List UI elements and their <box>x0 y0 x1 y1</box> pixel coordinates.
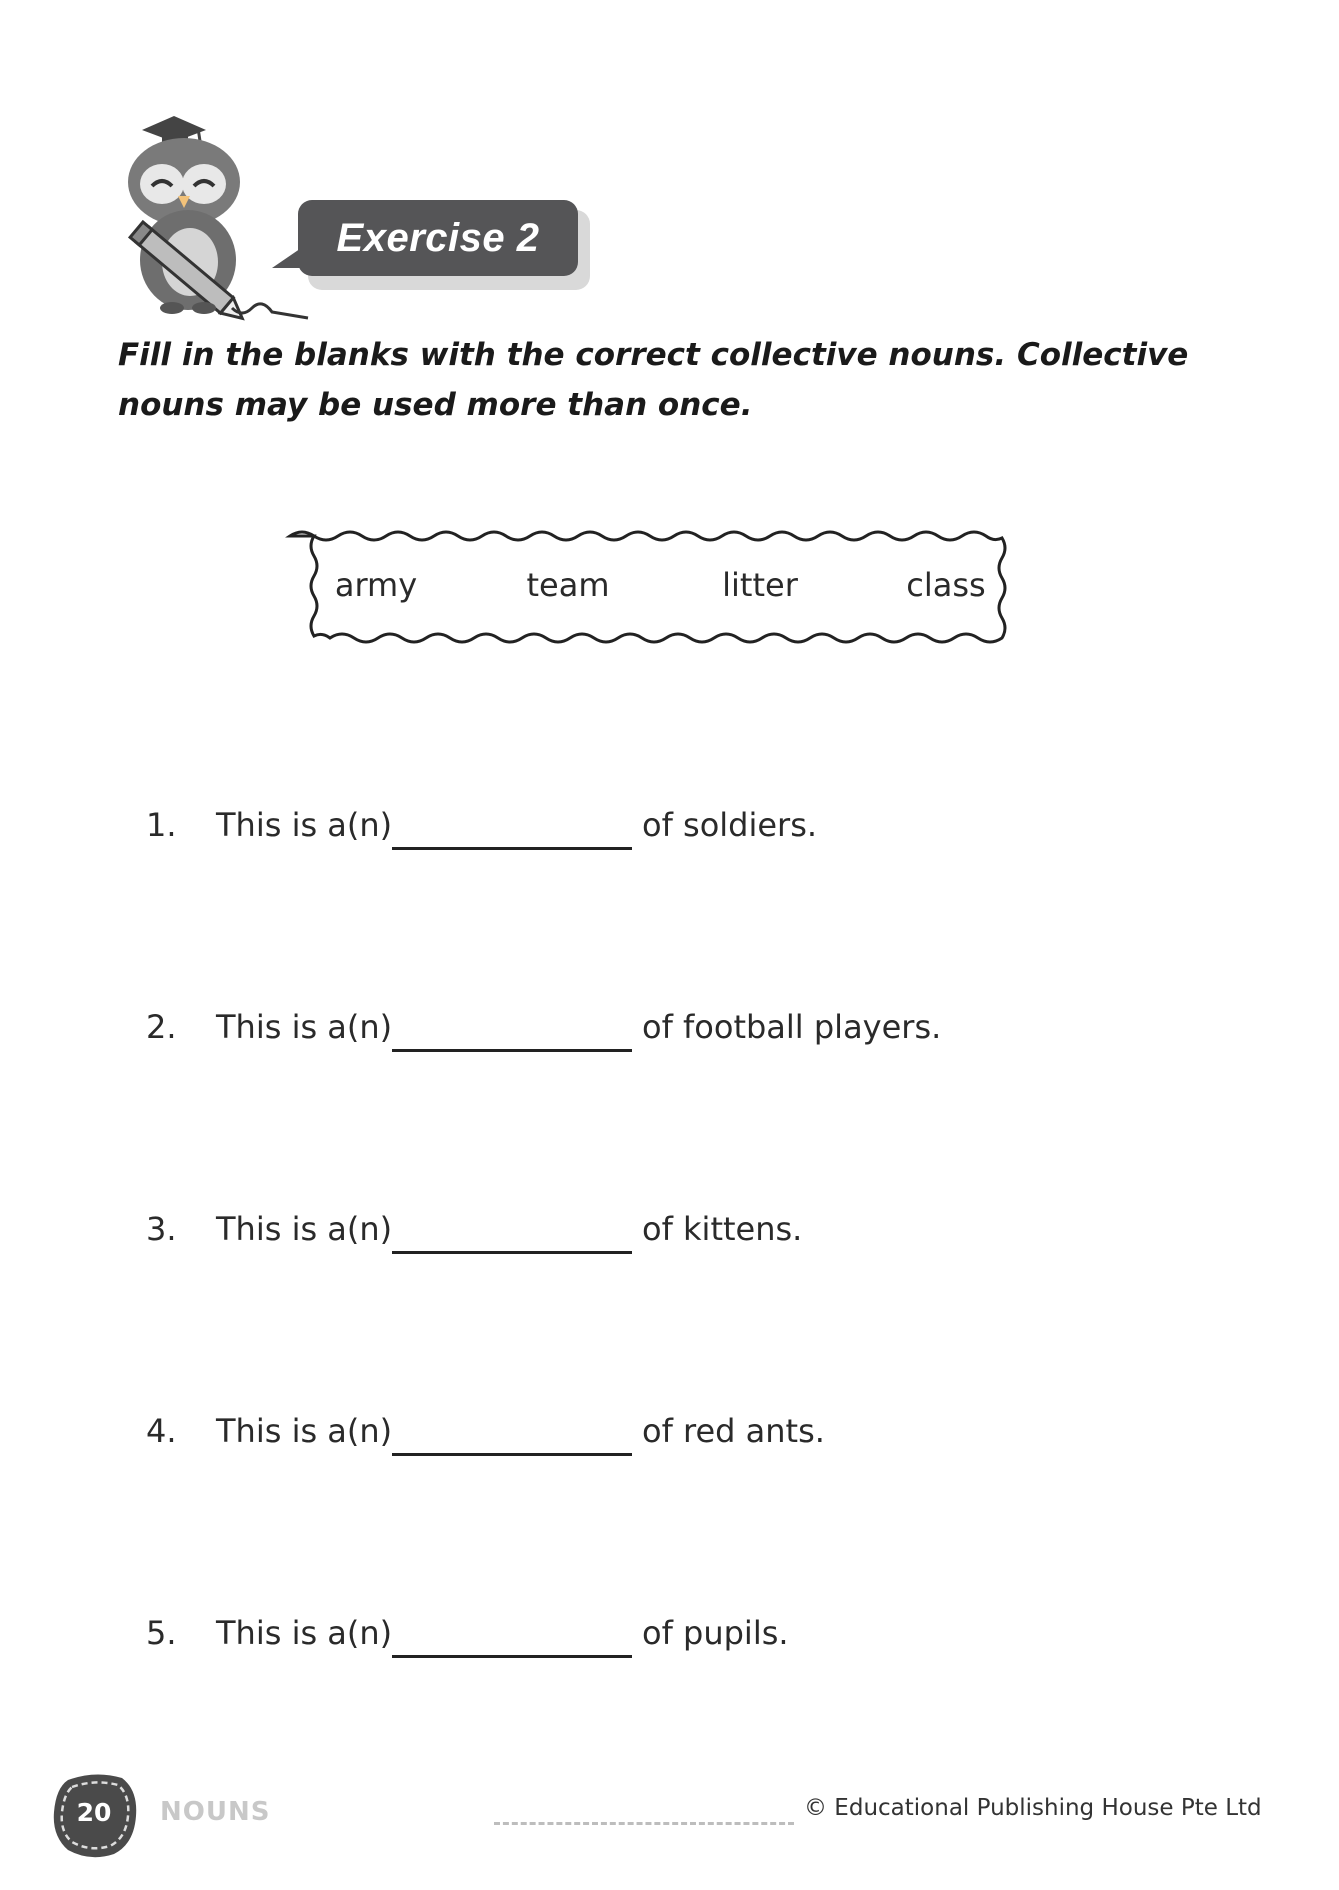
answer-blank[interactable] <box>392 1251 632 1254</box>
question-stem: This is a(n) <box>216 1210 393 1248</box>
question-stem: This is a(n) <box>216 1614 393 1652</box>
question-stem: This is a(n) <box>216 1008 393 1046</box>
word-bank-item: class <box>906 566 986 604</box>
question-number: 2. <box>146 1008 177 1046</box>
question-number: 5. <box>146 1614 177 1652</box>
question-stem: This is a(n) <box>216 1412 393 1450</box>
answer-blank[interactable] <box>392 1049 632 1052</box>
question-number: 1. <box>146 806 177 844</box>
instructions: Fill in the blanks with the correct collective nouns. Collective nouns may be used more than once. <box>118 337 1189 423</box>
page-number: 20 <box>76 1798 112 1827</box>
answer-blank[interactable] <box>392 847 632 850</box>
word-bank-item: litter <box>722 566 798 604</box>
question-tail: of pupils. <box>642 1614 789 1652</box>
word-bank-item: army <box>334 566 418 604</box>
question-tail: of football players. <box>642 1008 942 1046</box>
question-tail: of soldiers. <box>642 806 818 844</box>
exercise-title: Exercise 2 <box>298 200 578 276</box>
word-bank-item: team <box>526 566 610 604</box>
answer-blank[interactable] <box>392 1655 632 1658</box>
copyright: © Educational Publishing House Pte Ltd <box>804 1795 1262 1821</box>
owl-mascot-illustration <box>112 112 312 327</box>
question-number: 3. <box>146 1210 177 1248</box>
question-tail: of kittens. <box>642 1210 803 1248</box>
answer-blank[interactable] <box>392 1453 632 1456</box>
question-number: 4. <box>146 1412 177 1450</box>
footer-divider <box>494 1822 794 1825</box>
question-tail: of red ants. <box>642 1412 825 1450</box>
section-label: NOUNS <box>160 1797 271 1827</box>
question-stem: This is a(n) <box>216 806 393 844</box>
